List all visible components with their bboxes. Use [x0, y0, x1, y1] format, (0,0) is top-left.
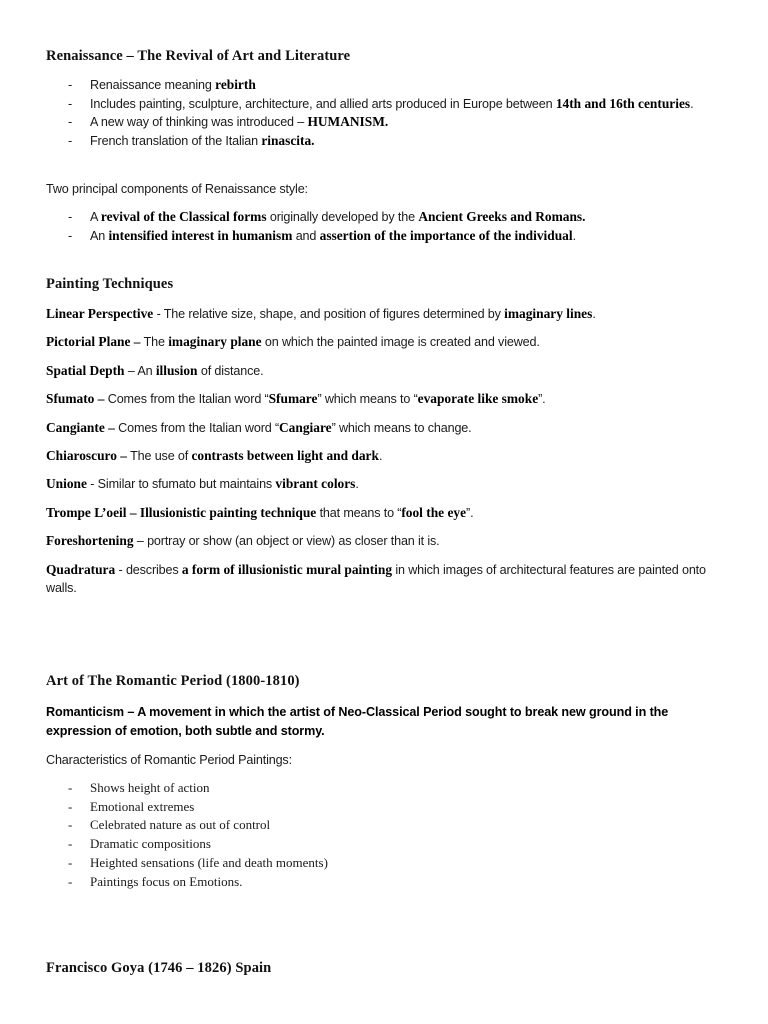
- text: Paintings focus on Emotions.: [90, 873, 243, 889]
- bold-text: contrasts between light and dark: [191, 447, 379, 463]
- text: originally developed by the: [266, 210, 419, 224]
- text: - describes: [115, 562, 182, 577]
- list-item: [46, 779, 736, 798]
- technique-entry: [46, 305, 736, 323]
- components-bullets: [46, 208, 736, 245]
- dash-bullet-icon: -: [68, 836, 73, 852]
- bold-text: intensified interest in humanism: [108, 227, 293, 243]
- bold-text: HUMANISM.: [307, 114, 389, 130]
- text: Emotional extremes: [90, 798, 195, 814]
- bold-text: A movement in which the artist of Neo-Classical Period sought to break new ground in the expression of emotion, both subtle and stormy.: [46, 705, 669, 738]
- list-item: [46, 132, 736, 151]
- bold-text: assertion of the importance of the individual: [319, 227, 573, 243]
- text: Heighted sensations (life and death moments): [90, 854, 328, 870]
- bold-text: Ancient Greeks and Romans.: [418, 209, 586, 224]
- bold-text: Romanticism –: [46, 705, 135, 719]
- text: that means to “: [316, 505, 402, 520]
- list-item: [46, 798, 736, 817]
- bold-text: Trompe L’oeil – Illusionistic painting technique: [46, 504, 317, 520]
- text: .: [355, 477, 359, 492]
- text: ”.: [466, 505, 474, 520]
- bold-text: revival of the Classical forms: [100, 209, 267, 224]
- text: in which images of architectural features are painted onto walls.: [46, 562, 706, 595]
- list-item: [46, 873, 736, 892]
- components-intro: Two principal components of Renaissance style:: [46, 182, 308, 196]
- technique-entry: [46, 475, 736, 493]
- dash-bullet-icon: -: [68, 873, 73, 889]
- text: Shows height of action: [90, 780, 210, 795]
- bold-text: Unione: [46, 476, 87, 492]
- text: - Similar to sfumato but maintains: [86, 477, 276, 492]
- bold-text: evaporate like smoke: [417, 391, 539, 407]
- bold-text: Linear Perspective: [46, 306, 154, 321]
- text: Celebrated nature as out of control: [90, 817, 271, 833]
- bold-text: imaginary lines: [504, 306, 593, 321]
- dash-bullet-icon: -: [68, 210, 73, 224]
- text: Includes painting, sculpture, architecture, and allied arts produced in Europe between: [90, 96, 556, 111]
- bold-text: Sfumato –: [46, 391, 105, 407]
- list-item: [46, 835, 736, 854]
- bold-text: 14th and 16th centuries: [555, 95, 691, 111]
- technique-entry: [46, 447, 736, 465]
- bold-text: Quadratura: [46, 561, 116, 577]
- text: Comes from the Italian word “: [114, 420, 280, 435]
- text: The use of: [126, 448, 192, 463]
- text: .: [378, 448, 383, 463]
- technique-entry: [46, 419, 736, 437]
- text: The: [140, 335, 169, 350]
- goya-heading: Francisco Goya (1746 – 1826) Spain: [46, 960, 272, 976]
- romanticism-definition: [46, 703, 736, 740]
- technique-entry: [46, 333, 736, 351]
- text: on which the painted image is created and viewed.: [261, 335, 540, 350]
- text: French translation of the Italian: [90, 134, 262, 149]
- text: – portray or show (an object or view) as closer than it is.: [133, 534, 440, 549]
- list-item: [46, 76, 736, 95]
- bold-text: Sfumare: [268, 391, 318, 407]
- bold-text: Chiaroscuro –: [46, 447, 127, 463]
- bold-text: illusion: [155, 362, 198, 378]
- list-item: [46, 816, 736, 835]
- text: and: [292, 228, 320, 243]
- dash-bullet-icon: -: [68, 96, 73, 111]
- list-item: [46, 227, 736, 246]
- dash-bullet-icon: -: [68, 817, 73, 833]
- text: .: [592, 307, 596, 321]
- technique-entry: [46, 561, 736, 597]
- dash-bullet-icon: -: [68, 115, 73, 130]
- text: ” which means to change.: [331, 420, 472, 435]
- text: .: [690, 96, 694, 111]
- renaissance-bullets: [46, 76, 736, 151]
- dash-bullet-icon: -: [68, 780, 73, 795]
- bold-text: fool the eye: [401, 504, 467, 520]
- text: ” which means to “: [317, 392, 418, 407]
- bold-text: rinascita.: [261, 133, 315, 149]
- list-item: [46, 208, 736, 227]
- technique-entry: [46, 362, 736, 380]
- bold-text: vibrant colors: [275, 476, 356, 492]
- bold-text: Spatial Depth: [46, 362, 125, 378]
- bold-text: Pictorial Plane –: [46, 334, 141, 350]
- text: Renaissance meaning: [90, 78, 216, 92]
- list-item: [46, 854, 736, 873]
- text: of distance.: [197, 363, 264, 378]
- dash-bullet-icon: -: [68, 798, 73, 814]
- renaissance-heading: Renaissance – The Revival of Art and Literature: [46, 48, 351, 64]
- bold-text: rebirth: [215, 77, 256, 92]
- list-item: [46, 113, 736, 132]
- text: An: [90, 228, 109, 243]
- text: – An: [124, 363, 156, 378]
- bold-text: Cangiante –: [46, 419, 115, 435]
- painting-techniques-heading: Painting Techniques: [46, 276, 174, 292]
- dash-bullet-icon: -: [68, 134, 73, 149]
- text: A: [90, 210, 101, 224]
- technique-entry: [46, 504, 736, 522]
- bold-text: a form of illusionistic mural painting: [181, 561, 393, 577]
- bold-text: Foreshortening: [46, 533, 134, 549]
- technique-entry: [46, 390, 736, 408]
- text: A new way of thinking was introduced –: [90, 115, 308, 130]
- text: - The relative size, shape, and position of figures determined by: [153, 307, 505, 321]
- dash-bullet-icon: -: [68, 854, 73, 870]
- characteristics-intro: Characteristics of Romantic Period Paintings:: [46, 753, 292, 767]
- list-item: [46, 95, 736, 114]
- painting-techniques-entries: [46, 305, 736, 607]
- characteristics-bullets: [46, 779, 736, 891]
- romantic-heading: Art of The Romantic Period (1800-1810): [46, 673, 300, 689]
- text: Dramatic compositions: [90, 836, 211, 852]
- dash-bullet-icon: -: [68, 228, 73, 243]
- text: ”.: [538, 392, 546, 407]
- technique-entry: [46, 532, 736, 550]
- bold-text: Cangiare: [279, 419, 332, 435]
- text: Comes from the Italian word “: [104, 392, 269, 407]
- text: .: [572, 228, 576, 243]
- dash-bullet-icon: -: [68, 78, 73, 92]
- bold-text: imaginary plane: [168, 334, 262, 350]
